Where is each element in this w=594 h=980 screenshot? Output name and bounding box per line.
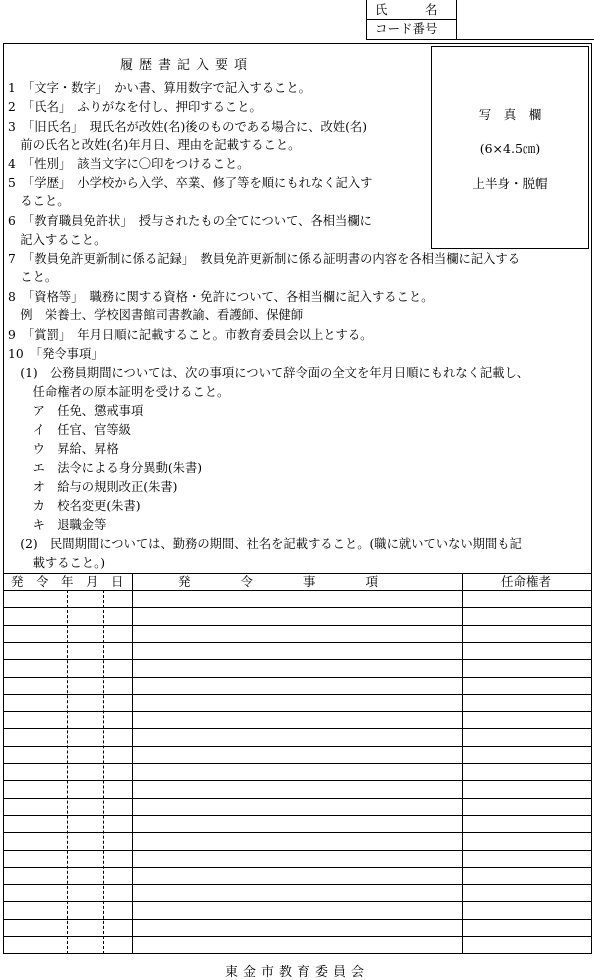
table-row — [3, 763, 592, 764]
instruction-line: (1) 公務員期間については、次の事項について辞令面の全文を年月日順にもれなく記載し、 — [8, 366, 530, 380]
table-dashed-divider — [103, 590, 104, 954]
instruction-line: ること。 — [8, 194, 70, 208]
table-row — [3, 728, 592, 729]
table-row — [3, 625, 592, 626]
instruction-line: 3 「旧氏名」 現氏名が改姓(名)後のものである場合に、改姓(名) — [8, 120, 368, 134]
table-row — [3, 832, 592, 833]
instruction-line: 6 「教育職員免許状」 授与されたもの全てについて、各相当欄に — [8, 214, 372, 228]
instruction-line: 5 「学歴」 小学校から入学、卒業、修了等を順にもれなく記入す — [8, 176, 373, 190]
table-row — [3, 884, 592, 885]
footer-issuer: 東金市教育委員会 — [224, 965, 369, 980]
instruction-line: 任命権者の原本証明を受けること。 — [8, 385, 230, 399]
photo-size: (6×4.5㎝) — [479, 141, 541, 156]
instruction-line: 前の氏名と改姓(名)年月日、理由を記載すること。 — [8, 138, 301, 152]
table-row — [3, 867, 592, 868]
table-row — [3, 919, 592, 920]
table-row — [3, 694, 592, 695]
table-row — [3, 677, 592, 678]
instruction-line: 2 「氏名」 ふりがなを付し、押印すること。 — [8, 100, 262, 114]
instruction-line: ア 任免、懲戒事項 — [8, 404, 144, 418]
table-header-border — [3, 590, 592, 591]
instruction-line: カ 校名変更(朱書) — [8, 499, 141, 513]
photo-note: 上半身・脱帽 — [472, 176, 548, 191]
instruction-line: 9 「賞罰」 年月日順に記載すること。市教育委員会以上とする。 — [8, 328, 373, 342]
instruction-line: 記入すること。 — [8, 233, 107, 247]
photo-label: 写 真 欄 — [478, 107, 542, 122]
instruction-line: エ 法令による身分異動(朱書) — [8, 461, 203, 475]
table-row — [3, 936, 592, 937]
col-date-header: 発 令 年 月 日 — [11, 574, 124, 589]
table-row — [3, 798, 592, 799]
table-row — [3, 659, 592, 660]
instruction-line: (2) 民間期間については、勤務の期間、社名を記載すること。(職に就いていない期間も記 — [8, 537, 522, 551]
table-row — [3, 711, 592, 712]
col-authority-header: 任命権者 — [501, 574, 552, 589]
instruction-line: 8 「資格等」 職務に関する資格・免許について、各相当欄に記入すること。 — [8, 290, 434, 304]
page-title: 履歴書記入要項 — [120, 58, 254, 73]
code-label: コード番号 — [375, 21, 438, 36]
table-row — [3, 607, 592, 608]
name-label: 氏 名 — [375, 2, 438, 17]
table-row — [3, 746, 592, 747]
instruction-line: こと。 — [8, 270, 58, 284]
header-divider — [367, 19, 456, 20]
header-box — [366, 0, 594, 40]
instruction-line: 例 栄養士、学校図書館司書教諭、看護師、保健師 — [8, 308, 304, 322]
header-vertical-divider — [456, 0, 457, 40]
instruction-line: オ 給与の規則改正(朱書) — [8, 480, 178, 494]
instruction-line: 7 「教員免許更新制に係る記録」 教員免許更新制に係る証明書の内容を各相当欄に記入する — [8, 252, 520, 266]
instruction-line: ウ 昇給、昇格 — [8, 442, 119, 456]
table-row — [3, 780, 592, 781]
table-row — [3, 901, 592, 902]
instruction-line: 1 「文字・数字」 かい書、算用数字で記入すること。 — [8, 81, 311, 95]
instruction-line: イ 任官、官等級 — [8, 423, 131, 437]
instruction-line: 4 「性別」 該当文字に〇印をつけること。 — [8, 157, 250, 171]
instruction-line: 載すること。) — [8, 556, 106, 570]
table-dashed-divider — [67, 590, 68, 954]
instruction-line: キ 退職金等 — [8, 518, 107, 532]
photo-box — [431, 46, 589, 249]
history-table — [3, 573, 592, 954]
instruction-line: 10 「発令事項」 — [8, 347, 104, 361]
col-matter-header: 発 令 事 項 — [178, 574, 379, 589]
table-row — [3, 850, 592, 851]
table-row — [3, 642, 592, 643]
table-row — [3, 815, 592, 816]
